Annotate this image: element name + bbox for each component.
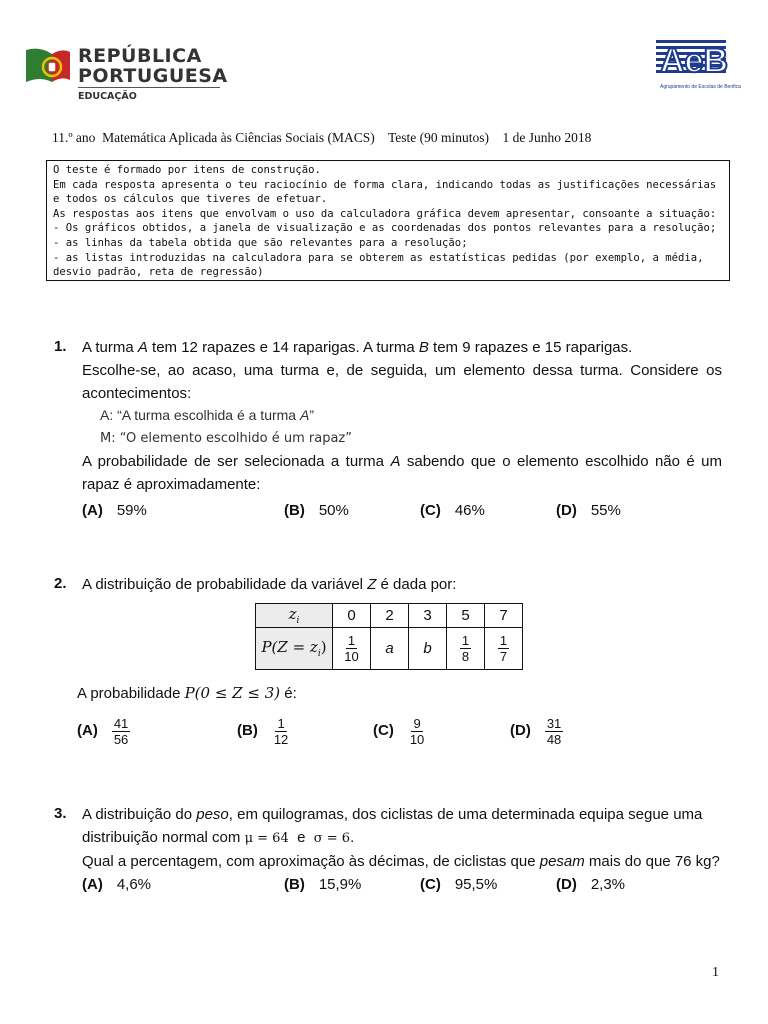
question-2-text: A distribuição de probabilidade da variável Z é dada por: bbox=[82, 576, 457, 593]
instruction-line: As respostas aos itens que envolvam o uso da calculadora gráfica devem apresentar, consoante a situação: bbox=[53, 207, 717, 220]
probability-table bbox=[255, 603, 523, 670]
aeb-caption: Agrupamento de Escolas de Benfica bbox=[660, 84, 741, 90]
test-info: 11.º ano Matemática Aplicada às Ciências Sociais (MACS) Teste (90 minutos) 1 de Junho 2018 bbox=[52, 130, 592, 145]
q3-option-b[interactable]: (B) 15,9% bbox=[284, 876, 362, 893]
table-cell: a bbox=[371, 628, 409, 670]
aeb-logo bbox=[656, 38, 744, 89]
q1-option-d[interactable]: (D) 55% bbox=[556, 502, 621, 519]
instruction-line: desvio padrão, reta de regressão) bbox=[53, 266, 264, 279]
question-2-number: 2. bbox=[54, 575, 67, 592]
brand-name: REPÚBLICA PORTUGUESA bbox=[78, 45, 228, 87]
question-1-prompt: A probabilidade de ser selecionada a turma A sabendo que o elemento escolhido não é um rapaz é aproximadamente: bbox=[82, 453, 722, 493]
table-cell: b bbox=[409, 628, 447, 670]
question-1-number: 1. bbox=[54, 338, 67, 355]
table-cell: $\frac{1}{8}$ bbox=[447, 628, 485, 670]
instruction-line: - as linhas da tabela obtida que são relevantes para a resolução; bbox=[53, 236, 468, 249]
question-2-prompt: A probabilidade P(0 ≤ Z ≤ 3) é: bbox=[77, 684, 297, 702]
table-row bbox=[256, 628, 523, 670]
question-1-text: A turma A tem 12 rapazes e 14 raparigas. A turma B tem 9 rapazes e 15 raparigas. Escolhe-se, ao acaso, uma turma e, de seguida, um elemento dessa turma. Considere os acontecimentos: bbox=[82, 339, 722, 402]
brand-divider bbox=[78, 87, 220, 88]
q2-option-b[interactable]: (B) $\frac{1}{12}$ bbox=[237, 716, 289, 747]
q1-option-a[interactable]: (A) 59% bbox=[82, 502, 147, 519]
table-header-cell: $P(Z = z_i)$ bbox=[256, 628, 333, 670]
question-3-number: 3. bbox=[54, 805, 67, 822]
instruction-line: e todos os cálculos que tiveres de efetuar. bbox=[53, 193, 328, 206]
table-cell: 7 bbox=[485, 604, 523, 628]
instruction-line: - Os gráficos obtidos, a janela de visualização e as coordenadas dos pontos relevantes para a resolução; bbox=[53, 222, 717, 235]
table-cell: $\frac{1}{10}$ bbox=[333, 628, 371, 670]
table-cell: 5 bbox=[447, 604, 485, 628]
instructions-box bbox=[46, 160, 730, 281]
q1-option-b[interactable]: (B) 50% bbox=[284, 502, 349, 519]
instruction-line: Em cada resposta apresenta o teu raciocínio de forma clara, indicando todas as justificações necessárias bbox=[53, 178, 717, 191]
q2-option-c[interactable]: (C) $\frac{9}{10}$ bbox=[373, 716, 425, 747]
instruction-line: - as listas introduzidas na calculadora para se obterem as estatísticas pedidas (por exemplo, a média, bbox=[53, 251, 704, 264]
table-cell: 3 bbox=[409, 604, 447, 628]
q3-option-c[interactable]: (C) 95,5% bbox=[420, 876, 498, 893]
q2-option-d[interactable]: (D) $\frac{31}{48}$ bbox=[510, 716, 562, 747]
table-cell: $\frac{1}{7}$ bbox=[485, 628, 523, 670]
republica-portuguesa-logo bbox=[22, 46, 74, 93]
table-row bbox=[256, 604, 523, 628]
q3-option-d[interactable]: (D) 2,3% bbox=[556, 876, 626, 893]
aeb-logo-icon bbox=[656, 38, 744, 84]
q3-option-a[interactable]: (A) 4,6% bbox=[82, 876, 152, 893]
mu-value: μ = 64 bbox=[244, 831, 289, 846]
question-3-text: A distribuição do peso, em quilogramas, dos ciclistas de uma determinada equipa segue uma distribuição normal com μ = 64 e σ = 6. Qual a percentagem, com aproximação às décimas, de ciclistas que pesam mais do que 76 kg? bbox=[82, 806, 720, 870]
sigma-value: σ = 6 bbox=[313, 831, 351, 846]
instruction-line: O teste é formado por itens de construção. bbox=[53, 164, 321, 176]
event-m: M: “O elemento escolhido é um rapaz” bbox=[100, 431, 352, 446]
q1-option-c[interactable]: (C) 46% bbox=[420, 502, 485, 519]
table-cell: 2 bbox=[371, 604, 409, 628]
svg-text:AeB: AeB bbox=[660, 42, 729, 80]
table-cell: 0 bbox=[333, 604, 371, 628]
page-number: 1 bbox=[712, 965, 719, 980]
q2-option-a[interactable]: (A) $\frac{41}{56}$ bbox=[77, 716, 129, 747]
brand-subtitle: EDUCAÇÃO bbox=[78, 91, 137, 102]
table-header-cell: $z_i$ bbox=[256, 604, 333, 628]
portugal-flag-emblem-icon bbox=[22, 46, 74, 88]
event-a: A: “A turma escolhida é a turma A” bbox=[100, 407, 314, 423]
